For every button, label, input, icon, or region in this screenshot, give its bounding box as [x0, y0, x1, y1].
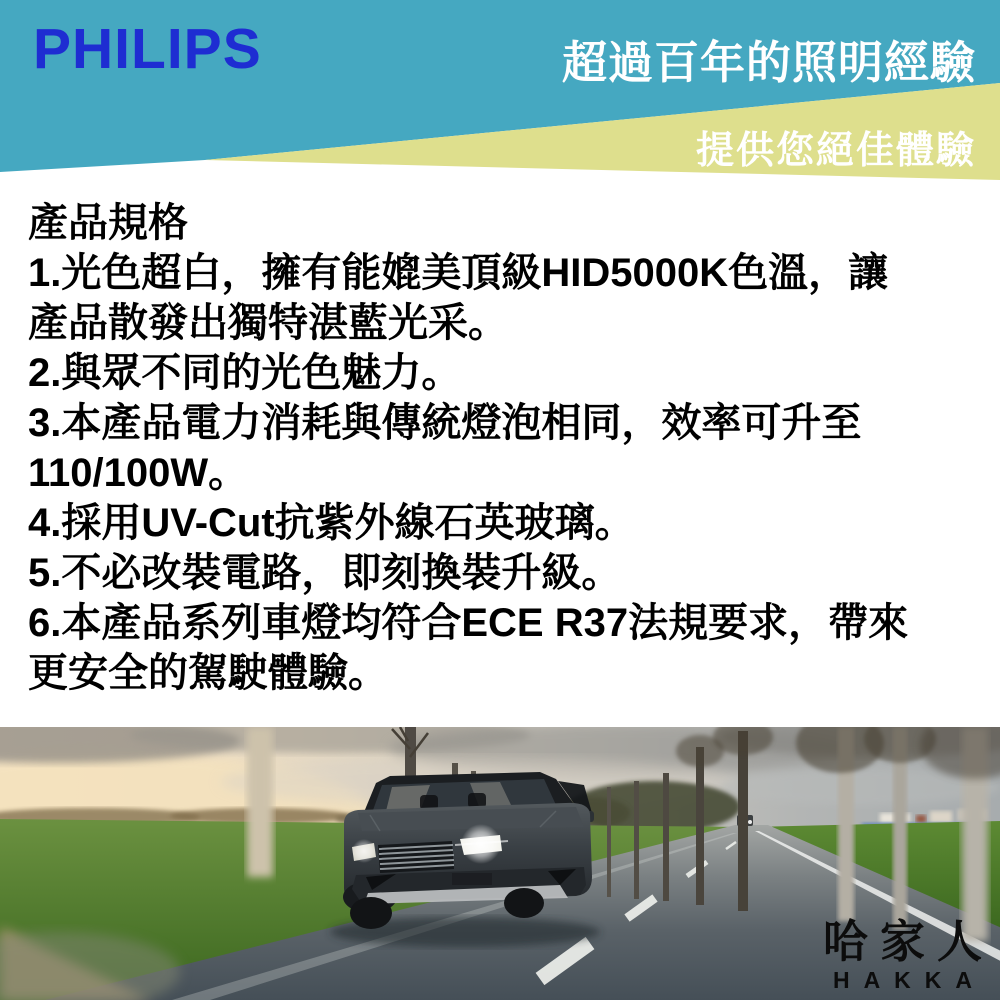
watermark-cjk-text: 哈家人 — [822, 916, 994, 967]
spec-line: 6.本產品系列車燈均符合ECE R37法規要求，帶來 — [28, 601, 909, 645]
road-photo — [0, 727, 1000, 1000]
spec-line: 110/100W。 — [28, 451, 249, 495]
spec-line: 5.不必改裝電路，即刻換裝升級。 — [28, 551, 622, 595]
product-specs-block — [28, 198, 988, 727]
philips-logo: PHILIPS — [33, 17, 262, 81]
spec-line: 1.光色超白，擁有能媲美頂級HID5000K色溫，讓 — [28, 251, 889, 295]
header-tagline-secondary: 提供您絕佳體驗 — [695, 130, 976, 172]
header-banner — [0, 0, 1000, 190]
spec-line: 3.本產品電力消耗與傳統燈泡相同，效率可升至 — [28, 401, 862, 445]
watermark — [822, 916, 994, 993]
spec-line: 4.採用UV-Cut抗紫外線石英玻璃。 — [28, 501, 635, 545]
spec-line: 2.與眾不同的光色魅力。 — [28, 351, 462, 395]
specs-title: 產品規格 — [28, 201, 188, 245]
watermark-latin-text: HAKKA — [832, 967, 987, 993]
spec-line: 更安全的駕駛體驗。 — [28, 651, 388, 695]
header-tagline-primary: 超過百年的照明經驗 — [561, 37, 976, 88]
spec-line: 產品散發出獨特湛藍光采。 — [28, 301, 508, 345]
